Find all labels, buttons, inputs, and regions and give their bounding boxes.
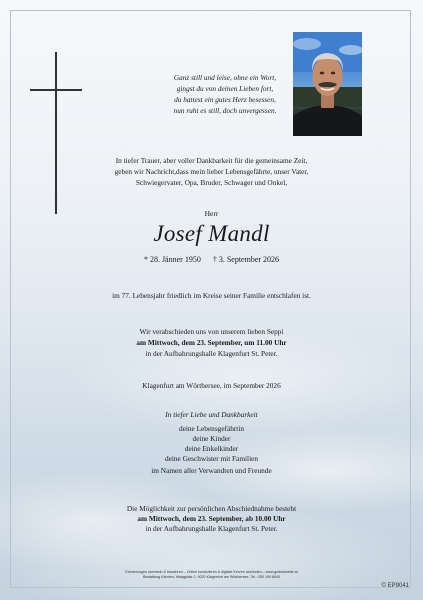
poem-line-1: Ganz still und leise, ohne ein Wort, — [173, 73, 277, 82]
footer-line-1: Erinnerungen sammeln & bewahren – Online kondolieren & digitale Kerzen anzünden – www.gedenkseite.at — [125, 570, 298, 574]
life-dates — [0, 255, 423, 264]
birth-date: * 28. Jänner 1950 — [143, 255, 201, 264]
farewell-line-1: Wir verabschieden uns von unserem lieben Seppi — [139, 327, 284, 336]
farewell-line-2: am Mittwoch, dem 23. September, um 11.00 Uhr — [136, 338, 287, 347]
mourners-heading: In tiefer Liebe und Dankbarkeit — [165, 410, 258, 419]
intro-line-2: geben wir Nachricht,dass mein lieber Lebensgefährte, unser Vater, — [114, 167, 309, 176]
mourner-4: deine Geschwister mit Familien — [164, 454, 258, 463]
cross-horizontal-beam — [30, 89, 82, 91]
viewing-line-3: in der Aufbahrungshalle Klagenfurt St. Peter. — [145, 524, 278, 533]
intro-line-3: Schwiegervater, Opa, Bruder, Schwager und Onkel, — [135, 178, 288, 187]
viewing-line-1: Die Möglichkeit zur persönlichen Abschiednahme besteht — [126, 504, 297, 513]
intro-line-1: In tiefer Trauer, aber voller Dankbarkeit für die gemeinsame Zeit, — [115, 156, 308, 165]
footer-line-2: Bestattung Kärnten, Waagplatz 2, 9020 Klagenfurt am Wörthersee, Tel.: 050 199 8040 — [142, 575, 281, 579]
farewell-line-3: in der Aufbahrungshalle Klagenfurt St. Peter. — [145, 349, 278, 358]
place-date: Klagenfurt am Wörthersee, im September 2026 — [142, 381, 281, 390]
cross-vertical-beam — [55, 52, 57, 214]
document-code: © EP9041 — [381, 583, 409, 589]
salutation: Herr — [204, 209, 219, 218]
mourner-2: deine Kinder — [192, 434, 231, 443]
mourner-1: deine Lebensgefährtin — [178, 424, 245, 433]
poem-line-3: du hattest ein gutes Herz besessen, — [174, 95, 276, 104]
deceased-name: Josef Mandl — [153, 221, 270, 246]
poem-line-4: nun ruht es still, doch unvergessen. — [173, 106, 277, 115]
poem-line-2: gingst du von deinen Lieben fort, — [176, 84, 274, 93]
viewing-line-2: am Mittwoch, dem 23. September, ab 10.00 Uhr — [137, 514, 286, 523]
death-date: † 3. September 2026 — [212, 255, 280, 264]
passing-text: im 77. Lebensjahr friedlich im Kreise seiner Familie entschlafen ist. — [112, 291, 311, 300]
relatives-text: im Namen aller Verwandten und Freunde — [151, 466, 272, 475]
mourner-3: deine Enkelkinder — [184, 444, 239, 453]
